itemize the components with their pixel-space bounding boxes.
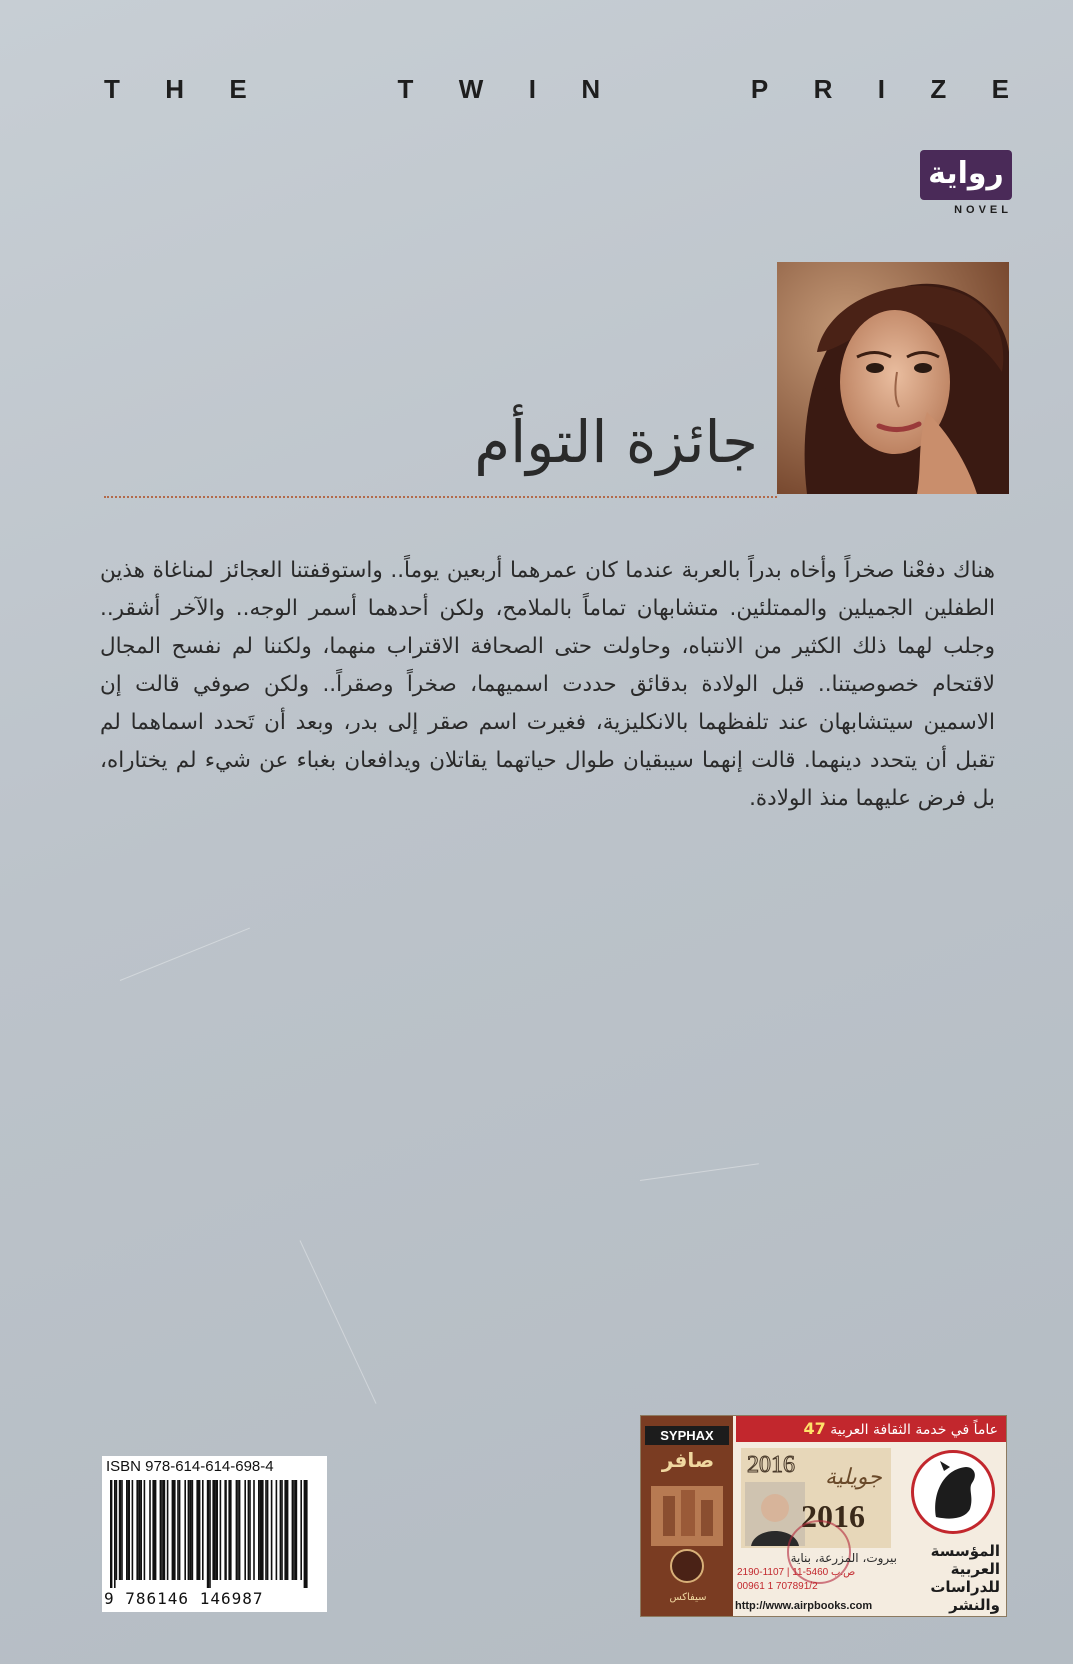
barcode-bar (276, 1480, 278, 1580)
publisher-website: http://www.airpbooks.com (735, 1600, 873, 1612)
barcode-bar (144, 1480, 146, 1580)
barcode-bar (248, 1480, 250, 1580)
series-title-gap (292, 74, 352, 105)
isbn-label: ISBN 978-614-614-698-4 (106, 1458, 274, 1475)
barcode-bar (177, 1480, 179, 1580)
barcode-bar (209, 1480, 211, 1588)
barcode-bar (244, 1480, 246, 1580)
series-title-letter: H (165, 74, 185, 104)
series-title-letter: E (229, 74, 247, 104)
barcode-bar (128, 1480, 130, 1580)
publisher-name-line: والنشر (949, 1596, 1000, 1614)
novel-label: NOVEL (954, 204, 1012, 216)
barcode-bar (239, 1480, 241, 1580)
barcode-bar (260, 1480, 262, 1580)
barcode-bar (230, 1480, 232, 1580)
magazine-cover-art (641, 1416, 733, 1616)
horse-head-icon (914, 1453, 992, 1531)
title-divider (104, 496, 777, 498)
back-cover-blurb: هناك دفعْنا صخراً وأخاه بدراً بالعربة عندما كان عمرهما أربعين يوماً.. واستوقفتنا العجائز لمناغاة هذين الطفلين الجميلين والممتلئين. متشابهان تماماً بالملامح، ولكن أحدهما أسمر الوجه.. والآخر أشقر.. وجلب لهما ذلك الكثير من الانتباه، وحاولت حتى الصحافة الاقتراب منهما، ولكننا لم نفسح المجال لاقتحام خصوصيتنا.. قبل الولادة بدقائق حددت اسميهما، صخراً وصقراً.. ولكن صوفي قالت إن الاسمين سيتشابهان عند تلفظهما بالانكليزية، فغيرت اسم صقر إلى بدر، وبعد أن تَحدد اسماهما لم تقبل أن يتحدد دينهما. قالت إنهما سيبقيان طوال حياتهما يقاتلان ويدافعان بغباء عن شيء لم يختاراه، بل فرض عليهما منذ الولادة. (100, 558, 995, 811)
barcode-bars (108, 1480, 322, 1588)
barcode-bar (188, 1480, 190, 1580)
publisher-name-line: للدراسات (930, 1578, 1000, 1596)
publisher-phones: 2190-1107 | 11-5460 ص.ب 00961 1 707891/2 (737, 1567, 856, 1592)
barcode-bar (295, 1480, 297, 1580)
barcode-bar (293, 1480, 295, 1580)
series-title-gap (645, 74, 705, 105)
barcode-bar (216, 1480, 218, 1580)
barcode-bar (116, 1480, 118, 1580)
series-title-letter: T (397, 74, 414, 104)
series-title (104, 74, 1009, 105)
barcode-bar (220, 1480, 222, 1580)
barcode-bar (174, 1480, 176, 1580)
series-title-letter: R (813, 74, 833, 104)
barcode-bar (207, 1480, 209, 1588)
publisher-name-line: المؤسسة (930, 1542, 1000, 1560)
issue-year-outline: 2016 (747, 1452, 795, 1478)
barcode-bar (189, 1480, 191, 1580)
barcode-bar (253, 1480, 255, 1580)
barcode-bar (304, 1480, 306, 1588)
barcode-bar (214, 1480, 216, 1580)
surface-scratch (300, 1240, 377, 1404)
barcode-bar (262, 1480, 264, 1580)
publisher-advertisement (640, 1415, 1007, 1617)
barcode-number: 9 786146 146987 (104, 1589, 264, 1608)
barcode-bar (126, 1480, 128, 1580)
barcode-bar (179, 1480, 181, 1580)
barcode-bar (212, 1480, 214, 1580)
anniversary-banner (736, 1416, 1006, 1442)
magazine-subtitle: سيفاكس (669, 1592, 707, 1603)
barcode-bar (284, 1480, 286, 1580)
series-title-letter: I (877, 74, 885, 104)
barcode-bar (161, 1480, 163, 1580)
series-title-letter: N (581, 74, 601, 104)
surface-scratch (120, 928, 250, 981)
barcode-bar (184, 1480, 186, 1580)
publisher-name-lower (896, 1578, 1000, 1614)
issue-year: 2016 (801, 1498, 865, 1534)
barcode-bar (139, 1480, 141, 1580)
syphax-magazine-cover (641, 1416, 733, 1616)
novel-logo (920, 150, 1012, 224)
barcode-bar (237, 1480, 239, 1580)
barcode-bar (163, 1480, 165, 1580)
barcode-bar (306, 1480, 308, 1588)
barcode-bar (258, 1480, 260, 1580)
barcode-bar (267, 1480, 269, 1580)
publisher-address: بيروت، المزرعة، بناية (790, 1551, 897, 1565)
barcode-bar (160, 1480, 162, 1580)
publisher-horse-logo (911, 1450, 995, 1534)
series-title-letter: Z (930, 74, 947, 104)
barcode-bar (286, 1480, 288, 1580)
barcode-bar (228, 1480, 230, 1580)
series-title-letter: I (528, 74, 536, 104)
surface-scratch (640, 1163, 759, 1181)
barcode-bar (198, 1480, 200, 1580)
barcode-bar (136, 1480, 138, 1580)
series-title-letter: P (750, 74, 769, 104)
barcode-bar (265, 1480, 267, 1580)
book-title: جائزة التوأم (474, 408, 758, 476)
barcode-bar (271, 1480, 273, 1580)
barcode-bar (300, 1480, 302, 1580)
barcode-bar (121, 1480, 123, 1580)
barcode-bar (236, 1480, 238, 1580)
magazine-title: صافر (661, 1448, 715, 1472)
syphax-label: SYPHAX (645, 1426, 729, 1445)
barcode-bar (140, 1480, 142, 1580)
barcode-bar (154, 1480, 156, 1580)
series-title-letter: W (458, 74, 484, 104)
publisher-name (896, 1542, 1000, 1578)
publisher-name-line: العربية (950, 1560, 1000, 1578)
barcode-bar (110, 1480, 112, 1588)
isbn-barcode (102, 1456, 327, 1612)
barcode-bar (119, 1480, 121, 1580)
barcode-bar (196, 1480, 198, 1580)
barcode-bar (114, 1480, 116, 1588)
riwaya-logo-mark: رواية (920, 150, 1012, 200)
barcode-bar (292, 1480, 294, 1580)
author-portrait-image (777, 262, 1009, 494)
barcode-bar (202, 1480, 204, 1580)
barcode-bar (172, 1480, 174, 1580)
barcode-bar (280, 1480, 282, 1580)
barcode-bar (132, 1480, 134, 1580)
barcode-bar (281, 1480, 283, 1580)
banner-years: 47 (803, 1419, 826, 1438)
banner-text: عاماً في خدمة الثقافة العربية (830, 1422, 998, 1438)
issue-month: جويلية (825, 1464, 882, 1489)
barcode-bar (152, 1480, 154, 1580)
barcode-bar (167, 1480, 169, 1580)
series-title-letter: T (104, 74, 120, 104)
series-title-letter: E (991, 74, 1009, 104)
barcode-bar (224, 1480, 226, 1580)
author-photo (777, 262, 1009, 494)
barcode-bar (149, 1480, 151, 1580)
barcode-bar (192, 1480, 194, 1580)
barcode-bar (249, 1480, 251, 1580)
